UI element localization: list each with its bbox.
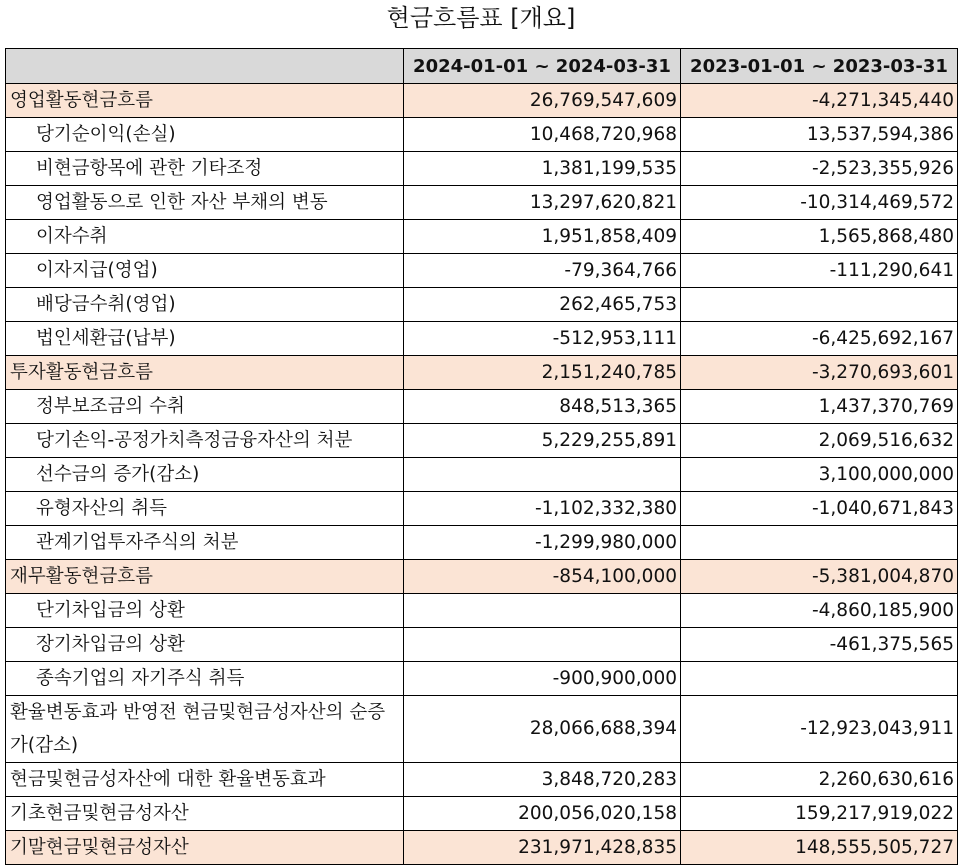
current-period-value — [404, 594, 681, 628]
row-label: 장기차입금의 상환 — [6, 628, 404, 662]
current-period-value: 13,297,620,821 — [404, 186, 681, 220]
row-label: 기말현금및현금성자산 — [6, 831, 404, 865]
table-row — [6, 492, 958, 526]
table-row — [6, 322, 958, 356]
prior-period-value: 159,217,919,022 — [681, 797, 958, 831]
row-label: 비현금항목에 관한 기타조정 — [6, 152, 404, 186]
table-row — [6, 831, 958, 865]
current-period-value: 5,229,255,891 — [404, 424, 681, 458]
current-period-value: -1,299,980,000 — [404, 526, 681, 560]
page-title: 현금흐름표 [개요] — [386, 4, 576, 32]
current-period-value: 2,151,240,785 — [404, 356, 681, 390]
row-label: 이자지급(영업) — [6, 254, 404, 288]
prior-period-value: 3,100,000,000 — [681, 458, 958, 492]
current-period-value: 3,848,720,283 — [404, 763, 681, 797]
current-period-value — [404, 458, 681, 492]
row-label: 환율변동효과 반영전 현금및현금성자산의 순증가(감소) — [6, 696, 404, 763]
prior-period-value: -2,523,355,926 — [681, 152, 958, 186]
prior-period-value: -4,271,345,440 — [681, 84, 958, 118]
current-period-value: 10,468,720,968 — [404, 118, 681, 152]
table-row — [6, 254, 958, 288]
prior-period-value — [681, 288, 958, 322]
table-row — [6, 118, 958, 152]
current-period-value: -900,900,000 — [404, 662, 681, 696]
table-row — [6, 152, 958, 186]
current-period-value: 231,971,428,835 — [404, 831, 681, 865]
row-label: 영업활동현금흐름 — [6, 84, 404, 118]
table-row — [6, 288, 958, 322]
row-label: 당기손익-공정가치측정금융자산의 처분 — [6, 424, 404, 458]
prior-period-value: 1,437,370,769 — [681, 390, 958, 424]
row-label: 법인세환급(납부) — [6, 322, 404, 356]
prior-period-value: -6,425,692,167 — [681, 322, 958, 356]
current-period-value: -79,364,766 — [404, 254, 681, 288]
table-row — [6, 594, 958, 628]
current-period-value: 848,513,365 — [404, 390, 681, 424]
prior-period-value: -1,040,671,843 — [681, 492, 958, 526]
row-label: 종속기업의 자기주식 취득 — [6, 662, 404, 696]
current-period-value: 200,056,020,158 — [404, 797, 681, 831]
row-label: 당기순이익(손실) — [6, 118, 404, 152]
table-row — [6, 84, 958, 118]
table-row — [6, 186, 958, 220]
table-row — [6, 526, 958, 560]
prior-period-value: 2,069,516,632 — [681, 424, 958, 458]
row-label: 관계기업투자주식의 처분 — [6, 526, 404, 560]
row-label: 단기차입금의 상환 — [6, 594, 404, 628]
row-label: 투자활동현금흐름 — [6, 356, 404, 390]
current-period-value: 262,465,753 — [404, 288, 681, 322]
prior-period-value: -3,270,693,601 — [681, 356, 958, 390]
prior-period-value: -461,375,565 — [681, 628, 958, 662]
table-row — [6, 763, 958, 797]
cash-flow-table — [5, 48, 958, 865]
table-row — [6, 628, 958, 662]
prior-period-value: -12,923,043,911 — [681, 696, 958, 763]
table-row — [6, 390, 958, 424]
table-row — [6, 356, 958, 390]
table-row — [6, 696, 958, 763]
prior-period-value: -5,381,004,870 — [681, 560, 958, 594]
table-row — [6, 560, 958, 594]
row-label: 선수금의 증가(감소) — [6, 458, 404, 492]
current-period-value: -854,100,000 — [404, 560, 681, 594]
header-row — [6, 49, 958, 84]
table-row — [6, 220, 958, 254]
prior-period-value: 13,537,594,386 — [681, 118, 958, 152]
table-row — [6, 662, 958, 696]
prior-period-value: 2,260,630,616 — [681, 763, 958, 797]
current-period-value: -1,102,332,380 — [404, 492, 681, 526]
prior-period-value: 148,555,505,727 — [681, 831, 958, 865]
header-label-column — [6, 49, 404, 84]
table-row — [6, 458, 958, 492]
row-label: 유형자산의 취득 — [6, 492, 404, 526]
current-period-value: 1,381,199,535 — [404, 152, 681, 186]
current-period-value: 28,066,688,394 — [404, 696, 681, 763]
table-row — [6, 424, 958, 458]
prior-period-value — [681, 526, 958, 560]
header-prior-period: 2023-01-01 ~ 2023-03-31 — [681, 49, 958, 84]
row-label: 정부보조금의 수취 — [6, 390, 404, 424]
prior-period-value: -10,314,469,572 — [681, 186, 958, 220]
current-period-value — [404, 628, 681, 662]
row-label: 현금및현금성자산에 대한 환율변동효과 — [6, 763, 404, 797]
row-label: 기초현금및현금성자산 — [6, 797, 404, 831]
prior-period-value: -4,860,185,900 — [681, 594, 958, 628]
prior-period-value: 1,565,868,480 — [681, 220, 958, 254]
row-label: 배당금수취(영업) — [6, 288, 404, 322]
row-label: 이자수취 — [6, 220, 404, 254]
prior-period-value: -111,290,641 — [681, 254, 958, 288]
header-current-period: 2024-01-01 ~ 2024-03-31 — [404, 49, 681, 84]
current-period-value: -512,953,111 — [404, 322, 681, 356]
table-row — [6, 797, 958, 831]
row-label: 영업활동으로 인한 자산 부채의 변동 — [6, 186, 404, 220]
prior-period-value — [681, 662, 958, 696]
row-label: 재무활동현금흐름 — [6, 560, 404, 594]
current-period-value: 26,769,547,609 — [404, 84, 681, 118]
current-period-value: 1,951,858,409 — [404, 220, 681, 254]
